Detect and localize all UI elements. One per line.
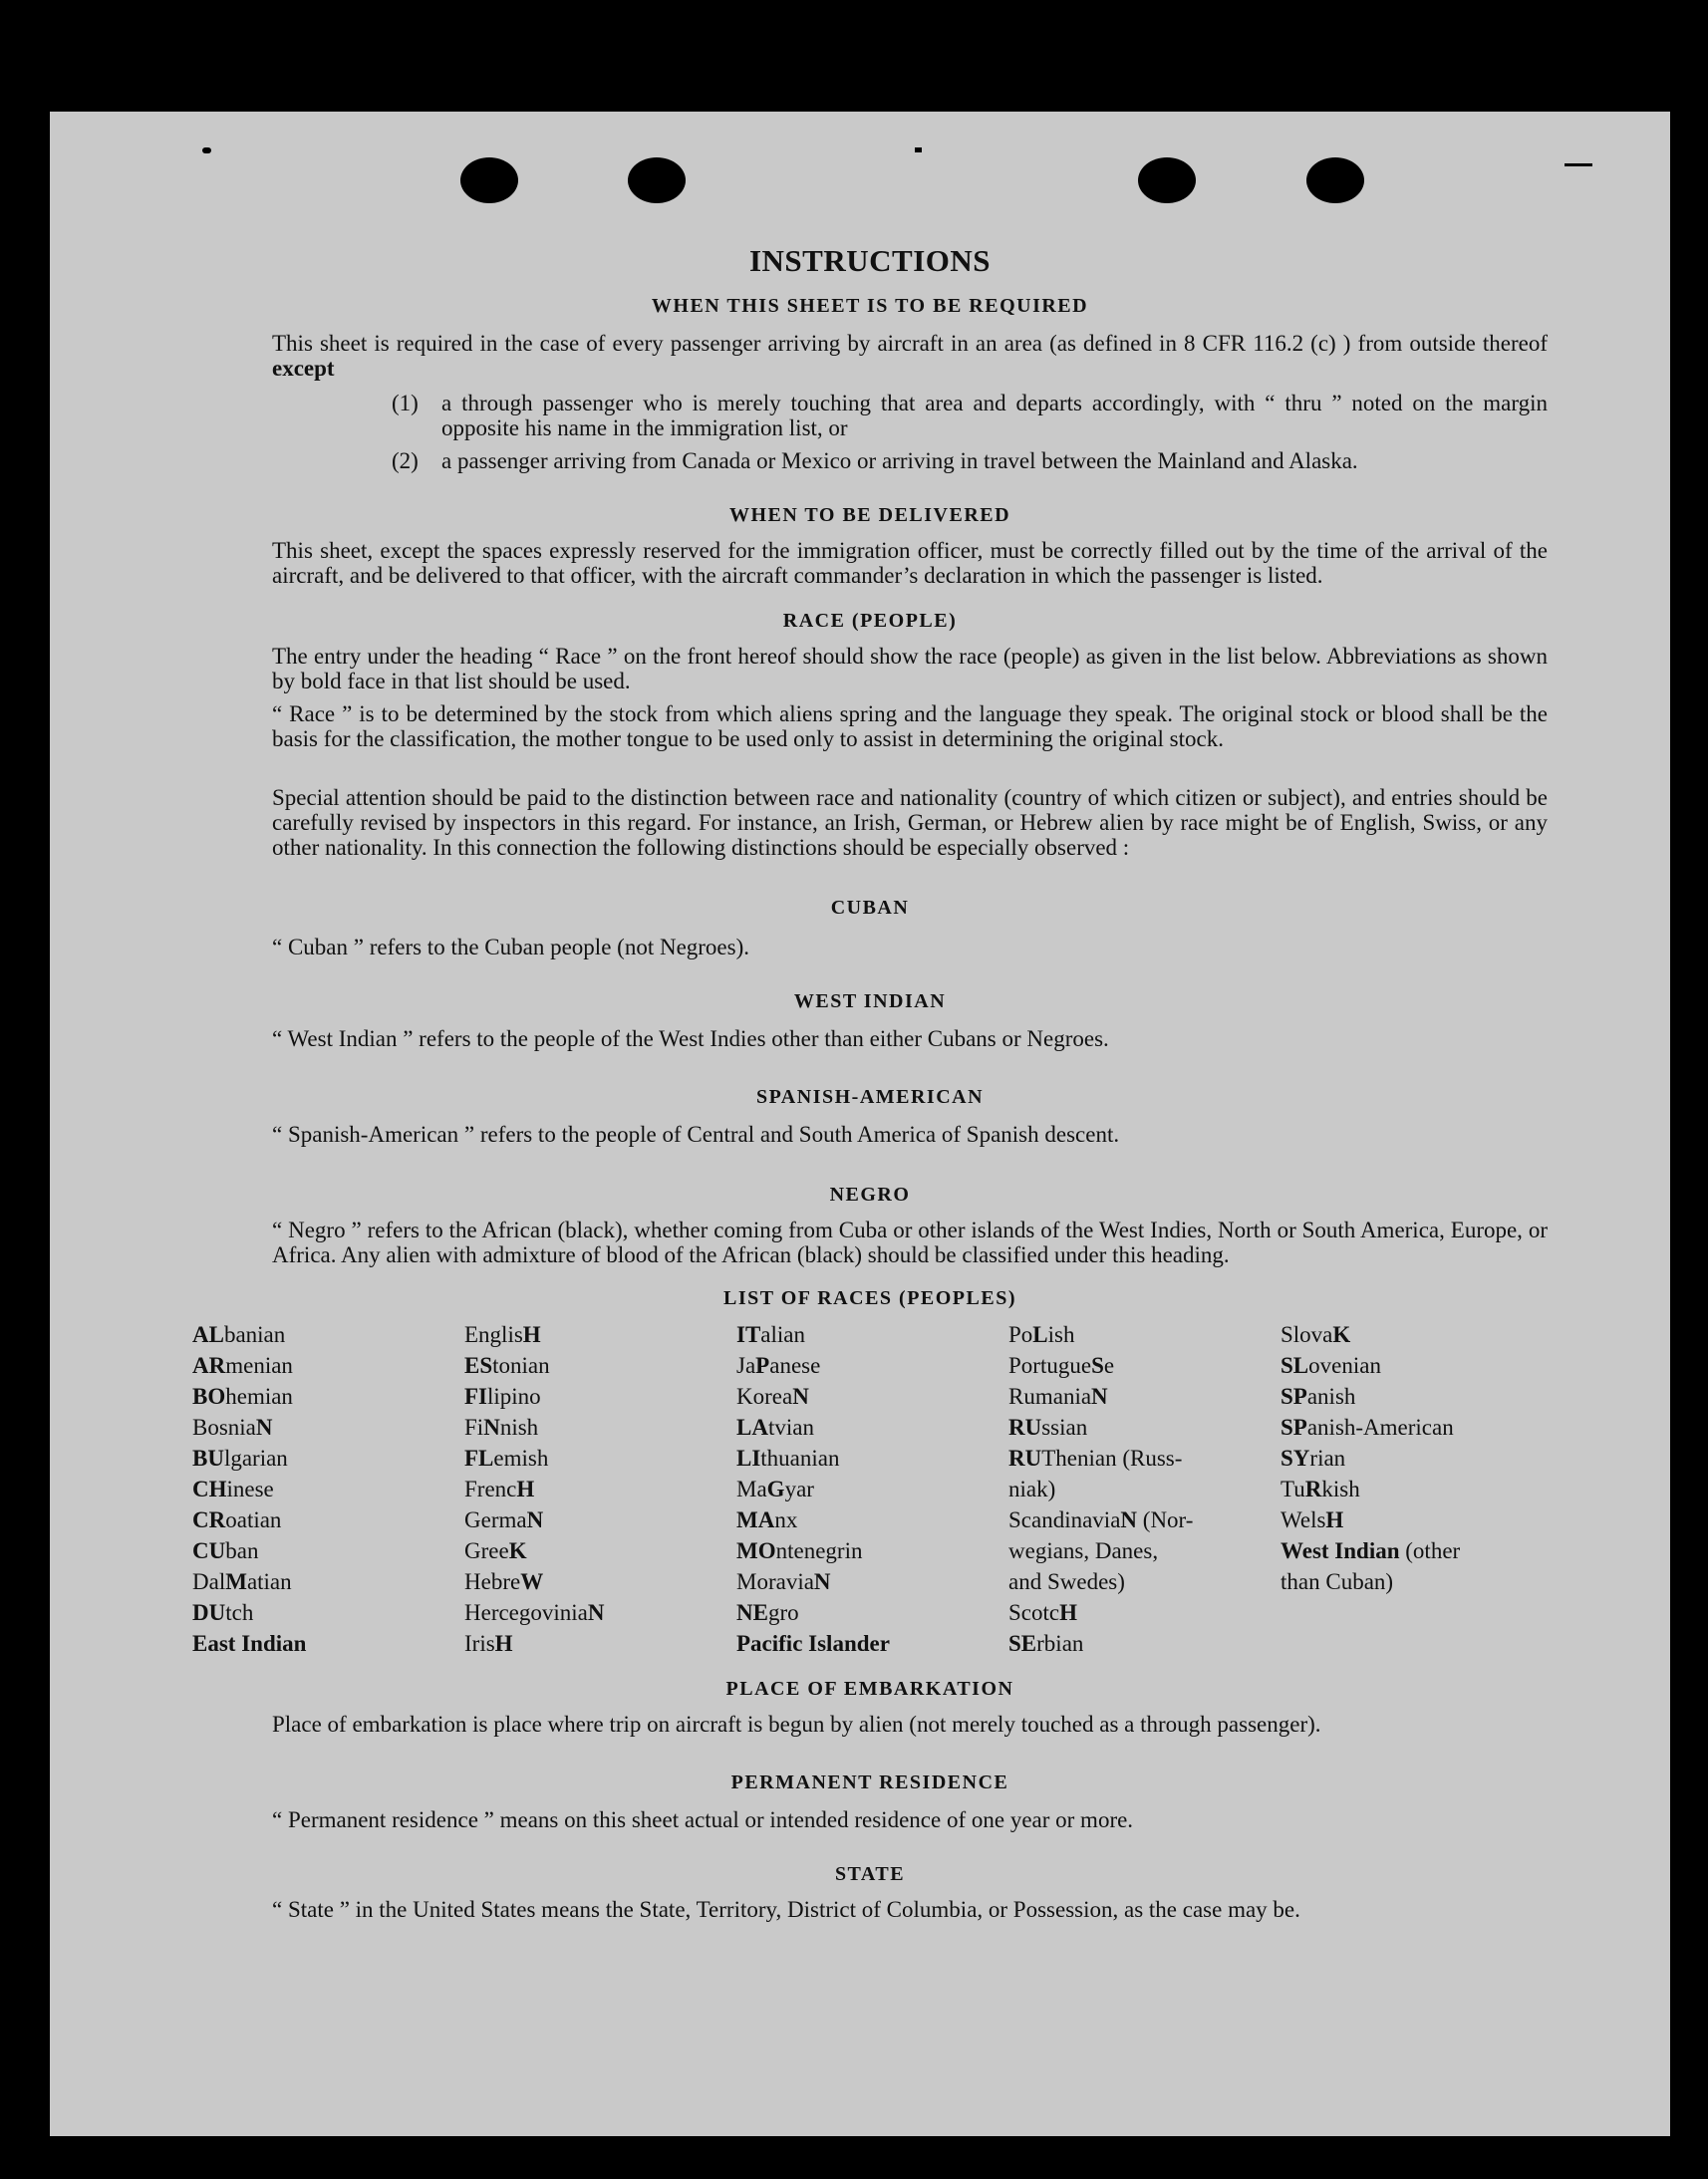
race-text: (Nor-: [1137, 1507, 1194, 1532]
spanish-american-text: “ Spanish-American ” refers to the people of Central and South America of Spanish descent.: [272, 1122, 1120, 1147]
race-entry: [736, 1474, 890, 1504]
race-text: hemian: [225, 1384, 293, 1409]
race-entry: [736, 1412, 890, 1443]
race-entry: [192, 1350, 306, 1381]
race-entry: [736, 1319, 890, 1350]
race-text: Scotc: [1008, 1600, 1060, 1625]
race-abbrev: R: [1304, 1477, 1322, 1501]
race-entry: [1008, 1443, 1193, 1474]
race-entry: [464, 1412, 605, 1443]
race-abbrev: East Indian: [192, 1631, 307, 1656]
punch-hole: [1138, 157, 1196, 203]
race-column: [1281, 1319, 1460, 1597]
item-number: (1): [392, 391, 419, 415]
paragraph-cuban: [192, 935, 1548, 959]
race-text: atian: [246, 1569, 292, 1594]
race-text: Portugue: [1008, 1353, 1092, 1378]
race-p3-text: Special attention should be paid to the distinction between race and nationality (country of which citizen or subject), and entries should be carefully revised by inspectors in this regard. For instance, an Irish, German, or Hebrew alien by race might be of English, Swiss, or any other nationality. In this connection the following distinctions should be especially observed :: [272, 785, 1548, 860]
embarkation-text: Place of embarkation is place where trip on aircraft is begun by alien (not merely touched as a through passenger).: [272, 1712, 1321, 1737]
heading-when-delivered: WHEN TO BE DELIVERED: [728, 504, 1011, 526]
race-entry: [192, 1597, 306, 1628]
race-text: anish-American: [1306, 1415, 1454, 1440]
race-entry: [464, 1319, 605, 1350]
race-entry: [192, 1628, 306, 1659]
race-entry: [1008, 1535, 1193, 1566]
race-abbrev: L: [1032, 1322, 1048, 1347]
race-text: tch: [225, 1600, 254, 1625]
race-text: ssian: [1041, 1415, 1088, 1440]
race-entry: [464, 1566, 605, 1597]
list-item: [392, 448, 1548, 473]
race-abbrev: MO: [736, 1538, 776, 1563]
race-entry: [464, 1628, 605, 1659]
race-abbrev: BU: [192, 1446, 224, 1471]
race-abbrev: SE: [1008, 1631, 1037, 1656]
race-abbrev: MA: [736, 1507, 775, 1532]
race-text: and Swedes): [1008, 1569, 1125, 1594]
race-text: Rumania: [1008, 1384, 1092, 1409]
race-column: [464, 1319, 605, 1659]
paragraph-state: [192, 1897, 1548, 1922]
race-entry: [1008, 1628, 1193, 1659]
race-text: gro: [767, 1600, 799, 1625]
race-p1-text: The entry under the heading “ Race ” on the front hereof should show the race (people) as given in the list below. Abbreviations as shown by bold face in that list should be used.: [272, 644, 1548, 693]
when-required-intro: This sheet is required in the case of every passenger arriving by aircraft in an area (as defined in 8 CFR 116.2 (c) ) from outside thereof: [272, 331, 1548, 356]
race-abbrev: SP: [1281, 1384, 1307, 1409]
paragraph-when-delivered: [192, 538, 1548, 588]
when-required-except: except: [272, 356, 335, 381]
race-text: oatian: [225, 1507, 282, 1532]
race-abbrev: IT: [736, 1322, 761, 1347]
race-entry: [464, 1350, 605, 1381]
punch-hole: [1306, 157, 1364, 203]
race-entry: [1281, 1319, 1460, 1350]
race-text: Thenian (Russ-: [1041, 1446, 1183, 1471]
race-text: anish: [1306, 1384, 1356, 1409]
race-text: Iris: [464, 1631, 495, 1656]
race-entry: [1281, 1474, 1460, 1504]
race-column: [192, 1319, 306, 1659]
race-entry: [192, 1474, 306, 1504]
race-text: Slova: [1281, 1322, 1333, 1347]
heading-state: STATE: [834, 1863, 906, 1885]
race-entry: [464, 1381, 605, 1412]
heading-permanent-residence: PERMANENT RESIDENCE: [730, 1771, 1009, 1793]
race-abbrev: H: [1059, 1600, 1077, 1625]
race-entry: [192, 1566, 306, 1597]
race-text: Ma: [736, 1477, 767, 1501]
race-entry: [192, 1381, 306, 1412]
punch-hole: [460, 157, 518, 203]
paragraph-race-3: [192, 785, 1548, 860]
race-entry: [464, 1597, 605, 1628]
race-entry: [736, 1504, 890, 1535]
race-text: Bosnia: [192, 1415, 256, 1440]
race-text: nx: [774, 1507, 798, 1532]
race-abbrev: LA: [736, 1415, 768, 1440]
race-entry: [192, 1443, 306, 1474]
race-abbrev: CU: [192, 1538, 226, 1563]
race-abbrev: Pacific Islander: [736, 1631, 890, 1656]
race-entry: [1281, 1443, 1460, 1474]
paragraph-race-2: [192, 701, 1548, 751]
race-abbrev: CR: [192, 1507, 226, 1532]
race-column: [736, 1319, 890, 1659]
paragraph-permanent-residence: [192, 1807, 1548, 1832]
heading-negro: NEGRO: [829, 1184, 911, 1206]
race-text: Korea: [736, 1384, 793, 1409]
race-text: yar: [784, 1477, 814, 1501]
when-delivered-text: This sheet, except the spaces expressly reserved for the immigration officer, must be correctly filled out by the time of the arrival of the aircraft, and be delivered to that officer, with the aircraft commander’s declaration in which the passenger is listed.: [272, 538, 1548, 588]
race-abbrev: AR: [192, 1353, 226, 1378]
race-text: Englis: [464, 1322, 523, 1347]
race-text: ban: [225, 1538, 259, 1563]
race-abbrev: N: [526, 1507, 544, 1532]
race-text: tvian: [767, 1415, 814, 1440]
race-abbrev: N: [255, 1415, 273, 1440]
race-abbrev: N: [1091, 1384, 1108, 1409]
race-text: lgarian: [223, 1446, 288, 1471]
race-text: Ja: [736, 1353, 756, 1378]
race-text: menian: [225, 1353, 293, 1378]
race-entry: [1281, 1504, 1460, 1535]
race-text: niak): [1008, 1477, 1056, 1501]
west-indian-text: “ West Indian ” refers to the people of the West Indies other than either Cubans or Negroes.: [272, 1026, 1109, 1051]
race-entry: [1281, 1566, 1460, 1597]
race-entry: [1008, 1474, 1193, 1504]
race-abbrev: SL: [1281, 1353, 1309, 1378]
ink-speck: [1565, 163, 1592, 166]
race-entry: [1281, 1412, 1460, 1443]
race-text: Gree: [464, 1538, 509, 1563]
heading-cuban: CUBAN: [830, 897, 910, 919]
heading-spanish-american: SPANISH-AMERICAN: [755, 1086, 985, 1108]
race-text: anese: [769, 1353, 821, 1378]
race-text: ish: [1047, 1322, 1075, 1347]
paragraph-race-1: [192, 644, 1548, 693]
race-text: rian: [1309, 1446, 1346, 1471]
cuban-text: “ Cuban ” refers to the Cuban people (not Negroes).: [272, 935, 750, 959]
race-text: Po: [1008, 1322, 1033, 1347]
race-text: Germa: [464, 1507, 527, 1532]
race-abbrev: W: [520, 1569, 544, 1594]
heading-place-of-embarkation: PLACE OF EMBARKATION: [725, 1678, 1014, 1700]
item-text: a through passenger who is merely touching that area and departs accordingly, with “ thru ” noted on the margin opposite his name in the immigration list, or: [441, 391, 1548, 440]
race-abbrev: RU: [1008, 1415, 1042, 1440]
race-entry: [1008, 1412, 1193, 1443]
race-text: nish: [499, 1415, 539, 1440]
race-abbrev: S: [1091, 1353, 1104, 1378]
race-text: Tu: [1281, 1477, 1305, 1501]
race-abbrev: M: [225, 1569, 247, 1594]
race-entry: [464, 1504, 605, 1535]
race-abbrev: N: [587, 1600, 605, 1625]
race-entry: [1008, 1350, 1193, 1381]
race-abbrev: N: [483, 1415, 500, 1440]
heading-west-indian: WEST INDIAN: [793, 990, 947, 1012]
race-entry: [1008, 1319, 1193, 1350]
race-entry: [464, 1443, 605, 1474]
race-entry: [736, 1535, 890, 1566]
negro-text: “ Negro ” refers to the African (black), whether coming from Cuba or other islands of the West Indies, North or South America, Europe, or Africa. Any alien with admixture of blood of the African (black) should be classified under this heading.: [272, 1218, 1548, 1267]
race-text: Moravia: [736, 1569, 814, 1594]
race-abbrev: BO: [192, 1384, 226, 1409]
race-abbrev: AL: [192, 1322, 224, 1347]
page-title: INSTRUCTIONS: [748, 243, 991, 278]
race-text: (other: [1399, 1538, 1461, 1563]
race-abbrev: K: [1332, 1322, 1351, 1347]
paragraph-west-indian: [192, 1026, 1548, 1051]
race-abbrev: SY: [1281, 1446, 1310, 1471]
race-entry: [192, 1504, 306, 1535]
race-entry: [464, 1474, 605, 1504]
race-text: thuanian: [760, 1446, 840, 1471]
race-entry: [736, 1566, 890, 1597]
ink-speck: [202, 147, 211, 153]
race-abbrev: ES: [464, 1353, 493, 1378]
race-text: Frenc: [464, 1477, 517, 1501]
race-text: tonian: [492, 1353, 550, 1378]
race-abbrev: RU: [1008, 1446, 1042, 1471]
race-abbrev: CH: [192, 1477, 227, 1501]
item-text: a passenger arriving from Canada or Mexico or arriving in travel between the Mainland and Alaska.: [441, 448, 1358, 473]
race-entry: [464, 1535, 605, 1566]
race-column: [1008, 1319, 1193, 1659]
race-text: Wels: [1281, 1507, 1326, 1532]
ink-speck: [915, 147, 922, 152]
paragraph-spanish-american: [192, 1122, 1548, 1147]
race-abbrev: P: [755, 1353, 770, 1378]
race-entry: [1281, 1535, 1460, 1566]
race-abbrev: H: [494, 1631, 513, 1656]
paragraph-when-required: [192, 331, 1548, 381]
race-abbrev: H: [516, 1477, 535, 1501]
race-text: banian: [223, 1322, 286, 1347]
paragraph-negro: [192, 1218, 1548, 1267]
race-entry: [1281, 1381, 1460, 1412]
race-abbrev: SP: [1281, 1415, 1307, 1440]
race-entry: [736, 1350, 890, 1381]
race-text: emish: [493, 1446, 549, 1471]
race-entry: [1008, 1381, 1193, 1412]
race-entry: [1008, 1597, 1193, 1628]
race-entry: [1281, 1350, 1460, 1381]
state-text: “ State ” in the United States means the State, Territory, District of Columbia, or Possession, as the case may be.: [272, 1897, 1300, 1922]
list-item: [392, 391, 1548, 440]
punch-hole: [628, 157, 686, 203]
heading-when-required: WHEN THIS SHEET IS TO BE REQUIRED: [651, 295, 1089, 317]
heading-list-of-races: LIST OF RACES (PEOPLES): [722, 1287, 1016, 1309]
race-text: ntenegrin: [775, 1538, 863, 1563]
race-text: than Cuban): [1281, 1569, 1394, 1594]
race-entry: [736, 1597, 890, 1628]
race-abbrev: LI: [736, 1446, 761, 1471]
race-abbrev: DU: [192, 1600, 226, 1625]
race-text: kish: [1321, 1477, 1360, 1501]
race-text: e: [1103, 1353, 1115, 1378]
race-abbrev: H: [522, 1322, 541, 1347]
race-p2-text: “ Race ” is to be determined by the stock from which aliens spring and the language they speak. The original stock or blood shall be the basis for the classification, the mother tongue to be used only to assist in determining the original stock.: [272, 701, 1548, 751]
heading-race: RACE (PEOPLE): [782, 610, 958, 632]
race-entry: [192, 1412, 306, 1443]
race-text: Hebre: [464, 1569, 521, 1594]
race-entry: [192, 1535, 306, 1566]
race-entry: [736, 1443, 890, 1474]
race-abbrev: K: [508, 1538, 527, 1563]
race-abbrev: FI: [464, 1384, 487, 1409]
race-abbrev: G: [766, 1477, 785, 1501]
paragraph-place-of-embarkation: [192, 1712, 1548, 1737]
race-text: alian: [760, 1322, 805, 1347]
race-text: inese: [226, 1477, 274, 1501]
item-number: (2): [392, 448, 419, 473]
race-entry: [1008, 1566, 1193, 1597]
race-text: Hercegovinia: [464, 1600, 588, 1625]
race-text: lipino: [487, 1384, 541, 1409]
race-entry: [192, 1319, 306, 1350]
permanent-residence-text: “ Permanent residence ” means on this sheet actual or intended residence of one year or more.: [272, 1807, 1134, 1832]
race-text: rbian: [1036, 1631, 1084, 1656]
race-abbrev: NE: [736, 1600, 768, 1625]
race-text: Dal: [192, 1569, 226, 1594]
race-entry: [736, 1628, 890, 1659]
race-entry: [736, 1381, 890, 1412]
race-entry: [1008, 1504, 1193, 1535]
race-text: wegians, Danes,: [1008, 1538, 1159, 1563]
race-abbrev: N: [1120, 1507, 1138, 1532]
race-abbrev: N: [813, 1569, 831, 1594]
race-text: ovenian: [1308, 1353, 1381, 1378]
race-abbrev: West Indian: [1281, 1538, 1400, 1563]
race-abbrev: FL: [464, 1446, 494, 1471]
document-sheet: [50, 112, 1670, 2136]
race-text: Fi: [464, 1415, 484, 1440]
race-abbrev: H: [1325, 1507, 1344, 1532]
race-text: Scandinavia: [1008, 1507, 1121, 1532]
race-abbrev: N: [792, 1384, 809, 1409]
